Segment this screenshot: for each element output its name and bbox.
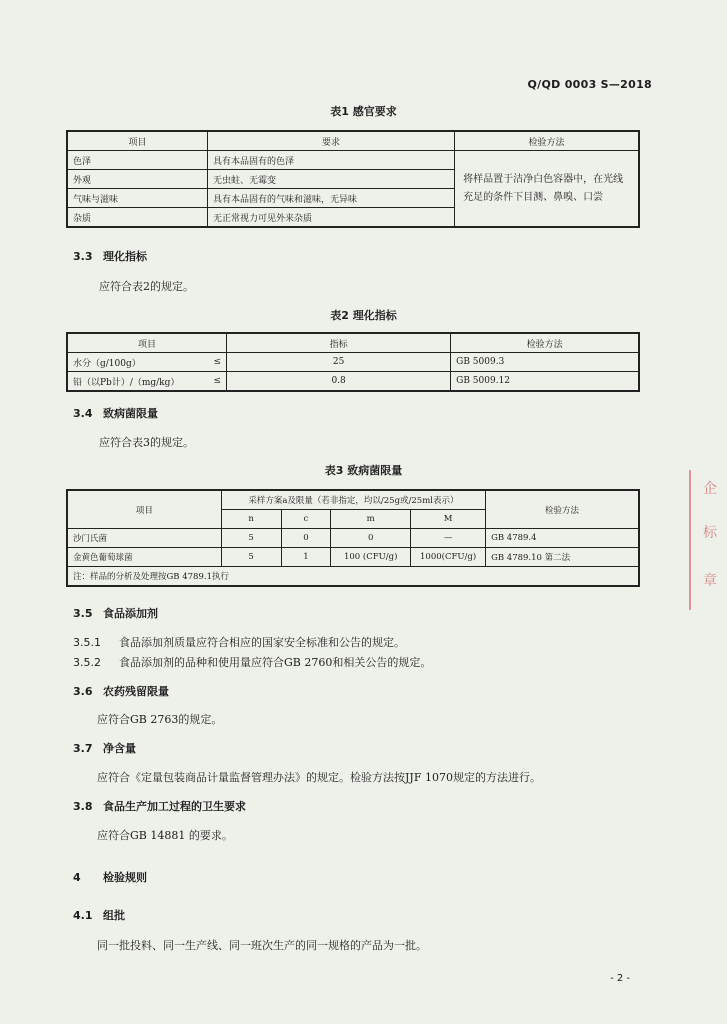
- table3-c: 1: [281, 548, 331, 567]
- table1-caption: 表1 感官要求: [330, 105, 397, 118]
- section-3-5-1: [73, 634, 405, 650]
- table1-header-item: 项目: [67, 131, 208, 151]
- seal-char: 标: [703, 525, 717, 541]
- section-3-6-text: 应符合GB 2763的规定。: [97, 713, 223, 726]
- table-row: [67, 567, 639, 587]
- table3-method: GB 4789.4: [486, 529, 639, 548]
- table3-m: 100 (CFU/g): [331, 548, 411, 567]
- table2-header-index: 指标: [227, 333, 451, 353]
- table3-caption: 表3 致病菌限量: [324, 464, 403, 477]
- table1-item: 杂质: [67, 208, 208, 228]
- table1-item: 外观: [67, 170, 208, 189]
- table1: [66, 130, 640, 228]
- clause-number: 3.5.2: [73, 656, 101, 669]
- table-row: [67, 372, 639, 392]
- standard-code: Q/QD 0003 S—2018: [527, 78, 652, 91]
- section-number: 3.7: [73, 742, 93, 755]
- table2: [66, 332, 640, 392]
- section-3-7-text: 应符合《定量包装商品计量监督管理办法》的规定。检验方法按JJF 1070规定的方法进行。: [97, 771, 541, 784]
- section-title: 食品生产加工过程的卫生要求: [103, 800, 246, 813]
- table-row: [67, 151, 639, 170]
- table3-sub-c: c: [281, 510, 331, 529]
- section-title: 检验规则: [103, 871, 147, 884]
- section-title: 组批: [103, 909, 125, 922]
- section-3-3-text: 应符合表2的规定。: [99, 280, 194, 293]
- section-title: 食品添加剂: [103, 607, 158, 620]
- table2-value: 0.8: [227, 372, 451, 392]
- table3-n: 5: [221, 529, 281, 548]
- section-3-3-heading: [73, 248, 147, 264]
- table3-m: 0: [331, 529, 411, 548]
- table2-method: GB 5009.12: [451, 372, 639, 392]
- seal-char: 企: [703, 481, 717, 497]
- clause-text: 食品添加剂的品种和使用量应符合GB 2760和相关公告的规定。: [119, 656, 432, 669]
- table3-c: 0: [281, 529, 331, 548]
- table2-item: 水分（g/100g）: [67, 353, 197, 372]
- section-title: 农药残留限量: [103, 685, 169, 698]
- table1-item: 气味与滋味: [67, 189, 208, 208]
- section-3-4-heading: [73, 405, 158, 421]
- table1-requirement: 无正常视力可见外来杂质: [208, 208, 455, 228]
- table2-operator: ≤: [197, 353, 227, 372]
- section-3-7-heading: [73, 740, 136, 756]
- table3-M: —: [411, 529, 486, 548]
- table1-header-requirement: 要求: [208, 131, 455, 151]
- table3-sub-m: m: [331, 510, 411, 529]
- section-3-8-text: 应符合GB 14881 的要求。: [97, 829, 233, 842]
- table3-sub-M: M: [411, 510, 486, 529]
- table1-requirement: 无虫蛀、无霉变: [208, 170, 455, 189]
- table1-header-row: [67, 131, 639, 151]
- table3-sub-n: n: [221, 510, 281, 529]
- table3-M: 1000(CFU/g): [411, 548, 486, 567]
- table3-header-row: [67, 490, 639, 510]
- page-number: - 2 -: [610, 973, 630, 984]
- section-number: 3.6: [73, 685, 93, 698]
- section-3-8-heading: [73, 798, 246, 814]
- section-title: 致病菌限量: [103, 407, 158, 420]
- table2-caption: 表2 理化指标: [330, 309, 397, 322]
- clause-text: 食品添加剂质量应符合相应的国家安全标准和公告的规定。: [119, 636, 405, 649]
- table2-header-item: 项目: [67, 333, 227, 353]
- table3-item: 金黄色葡萄球菌: [67, 548, 221, 567]
- section-number: 3.8: [73, 800, 93, 813]
- section-4-1-text: 同一批投料、同一生产线、同一班次生产的同一规格的产品为一批。: [97, 939, 427, 952]
- section-3-5-heading: [73, 605, 158, 621]
- table1-item: 色泽: [67, 151, 208, 170]
- table2-header-method: 检验方法: [451, 333, 639, 353]
- table1-requirement: 具有本品固有的色泽: [208, 151, 455, 170]
- section-number: 3.4: [73, 407, 93, 420]
- table-row: [67, 548, 639, 567]
- section-number: 3.3: [73, 250, 93, 263]
- table3-item: 沙门氏菌: [67, 529, 221, 548]
- table2-item: 铅（以Pb计）/（mg/kg）: [67, 372, 197, 392]
- section-number: 4: [73, 871, 81, 884]
- section-4-heading: [73, 869, 147, 885]
- section-title: 理化指标: [103, 250, 147, 263]
- table3-header-item: 项目: [67, 490, 221, 529]
- section-4-1-heading: [73, 907, 125, 923]
- seal-char: 章: [703, 573, 717, 589]
- table2-header-row: [67, 333, 639, 353]
- table-row: [67, 353, 639, 372]
- table3: [66, 489, 640, 587]
- table3-header-method: 检验方法: [486, 490, 639, 529]
- table1-header-method: 检验方法: [455, 131, 639, 151]
- section-3-6-heading: [73, 683, 169, 699]
- table-row: [67, 529, 639, 548]
- table2-method: GB 5009.3: [451, 353, 639, 372]
- table1-method: 将样品置于洁净白色容器中，在光线充足的条件下目测、鼻嗅、口尝: [455, 151, 639, 228]
- table2-operator: ≤: [197, 372, 227, 392]
- table3-header-plan: 采样方案a及限量（若非指定，均以/25g或/25ml表示）: [221, 490, 485, 510]
- section-title: 净含量: [103, 742, 136, 755]
- table1-requirement: 具有本品固有的气味和滋味，无异味: [208, 189, 455, 208]
- section-number: 4.1: [73, 909, 93, 922]
- section-3-5-2: [73, 654, 431, 670]
- clause-number: 3.5.1: [73, 636, 101, 649]
- table2-value: 25: [227, 353, 451, 372]
- table3-method: GB 4789.10 第二法: [486, 548, 639, 567]
- table3-note: 注：样品的分析及处理按GB 4789.1执行: [67, 567, 639, 587]
- seal-stamp: [689, 470, 727, 610]
- table3-n: 5: [221, 548, 281, 567]
- section-3-4-text: 应符合表3的规定。: [99, 436, 194, 449]
- section-number: 3.5: [73, 607, 93, 620]
